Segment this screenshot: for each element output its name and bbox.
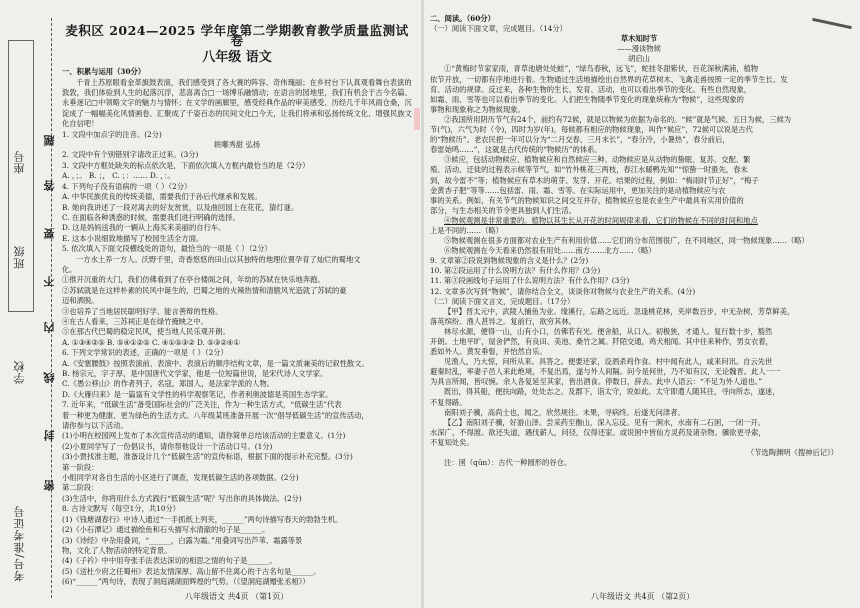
classical-line: 落英缤纷。渔人甚异之。复前行，欲穷其林。 — [430, 316, 576, 326]
passage-line: 到，故今雷不”等；植物候应有草木的萌芽、发芽、开花、结果的过程，例如：“梅雨时节正好”，“梅子 — [430, 175, 759, 185]
passage-line: 育、活动的规律。反过来，各种生物的生长、发育、活动，也可以看出季节的变化。有些自然现象， — [430, 84, 752, 94]
passage-line: 的“物候历”。老农民把一年可以分为“二月交春，三月末长”，“春分冷，小暑热”，春分前后， — [430, 135, 730, 145]
class-label: 班级 — [13, 245, 26, 269]
question-line: A. 中华民族优良的传统美德，需要我们于孙后代继承和发展。 — [62, 192, 262, 202]
passage-line: 事的关系。例如，有关节气的物候知识之间交互并存，植物候应也是农业生产中最具有实用价值的 — [430, 195, 744, 205]
question-line: 1. 文段中加点字的注音。(2分) — [62, 129, 162, 139]
passage-line: ⑥物候观测在今天看来仍然很有用处……南方……北方……（略） — [444, 246, 656, 256]
binding-gutter — [0, 0, 60, 608]
question-line: (4)《子衿》中中用夸张手法表达深切的相思之情的句子是______。 — [62, 556, 277, 566]
question-line: (1)小明在校园网上发布了本次宣传活动的通知，请你简单总结该活动的主要意义。(1分) — [62, 431, 346, 441]
classical-line: 不复知处矣。 — [430, 437, 474, 447]
seat-box — [8, 40, 34, 312]
page-2 — [426, 0, 860, 608]
page-fold — [421, 0, 424, 608]
passage-subtitle: ——漫谈物候 — [617, 44, 661, 54]
passage-line: 金黄杏子肥”等等……包括雷、雨、霜、雪等。在实际运用中，更加关注的是动植物候应与农 — [430, 185, 726, 195]
classical-line: 开朗。土地平旷，屋舍俨然，有良田、美池、桑竹之属。阡陌交通，鸡犬相闻。其中往来种作，男女衣着， — [430, 337, 773, 346]
question-line: (3)小贾找准主题，准备设计几个“低碳生活”的宣传标语，根据下面的提示补充完整。(3分) — [62, 452, 353, 462]
pen-icon — [812, 18, 856, 28]
question-line: 一方水土养一方人。沃野千里，奇香悠悠的田山以其独特的地理位置孕育了灿烂的蜀地文 — [76, 254, 361, 264]
page-2-footer: 八年级语文 共4页 （第2页） — [591, 592, 695, 601]
exam-number-label: 考号/准考证号 — [13, 505, 26, 582]
question-line: (6)“______”两句诗，表现了洞庭湖湖面辉煌的气势。（《望洞庭湖赠张丞相》） — [62, 577, 310, 587]
passage-line: 节(气)，六气为时（令)，四时为岁(年)，每候都有相应的物候现象，叫作“候应”，72候可以说是古代 — [430, 125, 753, 135]
question-line: 请你参与以下活动。 — [62, 421, 128, 431]
classical-line: 既出，得其船，便扶向路，处处志之。及郡下，诣太守，说如此。太守即遣人随其往，寻向所志，遂迷， — [444, 387, 780, 397]
page-1-footer: 八年级语文 共4页 （第1页） — [185, 592, 289, 601]
classical-line: 不复得路。 — [430, 397, 467, 407]
question-line: 4. 下列句子没有语病的一项（ ）（2分） — [62, 181, 192, 191]
classical-line: 【甲】晋太元中，武陵人捕鱼为业。缘溪行，忘路之远近。忽逢桃花林，夹岸数百步，中无杂树，芳草鲜美， — [444, 306, 795, 316]
classical-line: 【乙】南阳刘子骥，好游山泽。尝采药至衡山，深入忘反。见有一涧水，水南有二石囷，一闭一开。 — [444, 417, 766, 427]
exam-title: 麦积区 2024—2025 学年度第二学期教育教学质量监测试卷 — [65, 23, 409, 49]
question-line: 9. 文章第②段说到物候现象的含义是什么？(2分) — [430, 256, 589, 266]
question-line: B. 杨宗元，字子厚，是中国唐代文学家，他是一位短篇世说，是宋代诗人文学家。 — [62, 369, 328, 378]
question-line: 5. 依次填入下面文段横线处的语句，最恰当的一项是（ ）（2分） — [62, 244, 272, 254]
question-line: ④在古人看来，三苏祠正是在绿竹掩映之中。 — [62, 316, 208, 326]
question-line: (3)生活中，你将用什么方式践行“低碳生活”呢？写出你的具体做法。(2分) — [62, 493, 302, 503]
seal-line — [51, 18, 52, 598]
classical-line: 南阳刘子骥，高尚士也，闻之，欣然规往。未果，寻病终。后遂无问津者。 — [444, 407, 685, 417]
question-line: 6. 下列文学常识的表述，正确的一项是（ ）（2分） — [62, 348, 228, 358]
classical-line: 林尽水源，便得一山，山有小口，仿佛若有光。便舍船，从口入。初极狭，才通人。复行数十步，豁然 — [444, 326, 773, 336]
question-line: 3. 文段中方框处缺失的标点依次是，下面依次填入方框内最恰当的是（2分） — [62, 160, 310, 170]
question-line: 迈和洒脱。 — [62, 296, 99, 306]
question-line: C.《愚公移山》的作者列子，名寇，郑国人，是法家学派的人物。 — [62, 379, 274, 389]
question-line: 8. 古诗文默写（每空1分，共10分） — [62, 504, 181, 514]
question-line: C. 在面临各种诱惑的时候，需要我们进行明确的选择。 — [62, 212, 240, 222]
passage-line: 上是不同的……（略） — [430, 225, 503, 235]
pink-mark — [414, 108, 420, 130]
question-line: D. 这是妈妈送我的一辆从上海买来美丽的自行车。 — [62, 223, 226, 233]
question-line: A. ①③④②⑤ B. ⑤④①②⑤ C. ④①⑤③② D. ⑤③②④① — [62, 337, 240, 347]
school-label: 学校 — [13, 360, 26, 384]
passage-line: 春雷始鸣……”，这就是古代传统的“物候历”的体系。 — [430, 145, 602, 155]
question-line: (3)《诗经》中杂用叠词，“______，白露为霜。”用叠词写出芦苇、霜露等景 — [62, 535, 303, 545]
question-line: A.《安塞腰鼓》按照表演前、表演中、表演后的顺序结构文章，是一篇文质兼美的记叙性散文。 — [62, 358, 369, 368]
question-line: 7. 近年来，“低碳生活”备受国际社会的广泛关注，作为一种生活方式，“低碳生活”代表 — [62, 400, 342, 410]
seal-char: 封 — [43, 430, 56, 441]
question-line: ②苏轼就是在这样朴素的民风中诞生的，巴蜀之地的火辣热情和清脆风光造就了苏轼的豪 — [62, 285, 347, 295]
question-line: （二）阅读下面文言文，完成题目。（17分） — [430, 296, 575, 306]
question-line: (2)《小石潭记》通过描绘鱼和石头描写水清澈的句子是______。 — [62, 525, 270, 535]
question-line: ①推开沉重的大门，我们仿佛看到了在亭台楼阁之间，年幼的苏轼在快乐地奔跑。 — [62, 275, 325, 285]
passage-line: 殖、活动、迁徙的过程表示候等节气，如“竹外桃花三两枝，春江水暖鸭先知”“惊蛰一时蛩先，春未 — [430, 165, 748, 175]
classical-line: 避秦时乱，率妻子邑人来此绝境，不复出焉，遂与外人间隔。问今是何世，乃不知有汉，无论魏晋。此人一一 — [430, 367, 781, 377]
classical-line: 为具言所闻，皆叹惋。余人各复延至其家，皆出酒食。停数日，辞去。此中人语云：“不足为外人道也。” — [430, 377, 763, 387]
seat-label: 座号 — [13, 150, 26, 174]
page-1 — [0, 0, 420, 608]
question-line: (1)《钱塘湖春行》中诗人通过“一手抓纸上列夹，______”两句诗描写春天的勃勃生机。 — [62, 514, 343, 524]
seal-char: 内 — [43, 322, 56, 333]
reading-part-1-heading: （一）阅读下面文章，完成题目。（14分） — [430, 24, 567, 34]
passage-line: 依节开放，一切都有序地进行着。生物通过生活地描绘出自然界的花草树木、飞禽走兽按照一定的季节生长、发 — [430, 74, 788, 84]
question-line: 着一种更为健康、更为绿色的生活方式。八年级某班准备开展一次“倡导低碳生活”的宣传活动， — [62, 410, 369, 420]
page-1-content — [62, 6, 412, 588]
question-line: 化。 — [62, 264, 77, 274]
passage-line: ⑤物候观测在很多方面都对农业生产有利用价值……它们的分布范围很广，在不同地区，同一物候现象……（略） — [444, 236, 809, 246]
question-line: B. 她向我讲述了一段对离去的好友赏赏，以及曲回园上在花花，猜灯谜。 — [62, 202, 299, 212]
passage-line: 事物和现象称之为物候现象。 — [430, 104, 525, 114]
passage-line: 如霜、雨、雪等也可以看出季节的变化。人们把生物随季节变化的现象统称为“物候”，这些现象的 — [430, 94, 744, 104]
passage-line: 部分，与生态相关的节令更具独到人们生活。 — [430, 205, 576, 215]
question-line: 12. 文章多次写到“物候”，请你结合全文，谈谈你对物候与农业生产的关系。(4分) — [430, 286, 696, 296]
source-citation: （节选陶渊明《搜神后记》） — [746, 448, 838, 458]
seal-char: 答 — [43, 180, 56, 191]
classical-line: 悉如外人。黄发垂髫，并怡然自乐。 — [430, 347, 547, 357]
passage-line: ①“黄梅时节家家雨，青草池塘处处蛙”，“绿鸟春秋，远飞”，蛇挂冬甜紫伏，百花深秋满浦，植物 — [444, 64, 759, 74]
question-line: (5)《送杜少府之任蜀州》表达友情深厚、高山留不住离心的千古名句是______。 — [62, 566, 321, 576]
question-line: 10. 第②段运用了什么说明方法？有什么作用？(3分) — [430, 266, 601, 276]
section-2-heading: 二、阅读。（60分） — [430, 14, 495, 23]
page-2-content — [430, 14, 848, 468]
question-line: 小组同学对各自生活的小区进行了调查，发现低碳生活的各项数据。(2分) — [62, 473, 299, 483]
footnote: 注：囷（qūn）：古代一种圆形的谷仓。 — [444, 458, 572, 468]
question-line: 轶嘟秀甜 弘扬 — [213, 140, 261, 150]
passage-line: ③候应，包括动物候应、植物候应和自然候应三种。动物候应是从动物的蛰眠、复苏、交配、繁 — [444, 155, 751, 165]
question-line: 2. 文段中有个别错别字请改正过来。(3分) — [62, 150, 199, 160]
question-line: 第二阶段： — [62, 483, 99, 493]
question-line: 11. 第③段画线句子运用了什么说明方法？有什么作用？(3分) — [430, 276, 630, 286]
exam-subtitle: 八年级 语文 — [202, 49, 272, 65]
question-line: E. 这本小说细致地描写了校园生活全方面。 — [62, 233, 204, 243]
classical-line: 水深广，不得渡。欲还失道，遇伐薪人，问径，仅得还家。或说囷中皆仙方灵药及诸杂物。骥欲更寻索， — [430, 427, 766, 437]
passage-title: 草木知时节 — [620, 34, 658, 44]
section-1-heading: 一、积累与运用（30分） — [62, 67, 146, 77]
passage-author: 胡启山 — [628, 54, 650, 64]
question-line: 第一阶段： — [62, 462, 99, 472]
seal-char: 不 — [43, 276, 56, 287]
intro-passage: 千青上苏原眼看金革旗鼓表演，我们感受到了各大赛的阵容、奇伟瑰丽；在乡村台下认真观看舞台表演的敦敦，我们体验到人生的起落沉浮，悲喜离合□一场博乐融情动；在语言的园地里，我们有机会于古今名篇、永垂迷记□中领略文字的魅力与情怀；在文学的画廊里，感受经典作品的审美感受、历经几千年风雨仓桑，沉淀成了一幅幅美化风情画卷、汇聚成了千姿百态的民间文化□今天，让我们将承和弘扬传统文化、增强民族文化自信吧！ — [62, 77, 412, 129]
question-line: ③也培养了当地居民聪明好学、能言善辩的性格。 — [62, 306, 223, 316]
seal-char: 题 — [43, 135, 56, 146]
seal-char: 线 — [43, 372, 56, 383]
question-line: A. ，；。 B. ；， C. ；：…… D. ，：。 — [62, 171, 175, 181]
passage-line: ④物候观测是非常重要的。植物以其生长从开花的时间规律来看，它们的物候在不同的时间和地点 — [444, 215, 758, 225]
classical-line: 见渔人，乃大惊，问所从来。具答之。便要还家，设酒杀鸡作食。村中闻有此人，咸来问讯。自云先世 — [444, 357, 773, 367]
seal-char: 密 — [43, 480, 56, 491]
question-line: (2)小夏同学写了一份倡议书，请你帮他设计一个活动口号。(1分) — [62, 441, 273, 451]
seal-char: 要 — [43, 228, 56, 239]
question-line: D.《大雁归来》是一篇富有文学性的科学观察笔记，作者利奥波德是英国生态学家。 — [62, 389, 333, 399]
question-line: 物，文化了人物活动的特定背景。 — [62, 545, 172, 555]
passage-line: ②我国所用阴历节气有24个，前约有72候，就是以物候为依据为命名的。“候”就是气候、五日为候，三候为 — [444, 114, 792, 124]
question-line: ⑤在那古代巴蜀的稳定民风，使当地人民乐观开朗。 — [62, 327, 230, 337]
